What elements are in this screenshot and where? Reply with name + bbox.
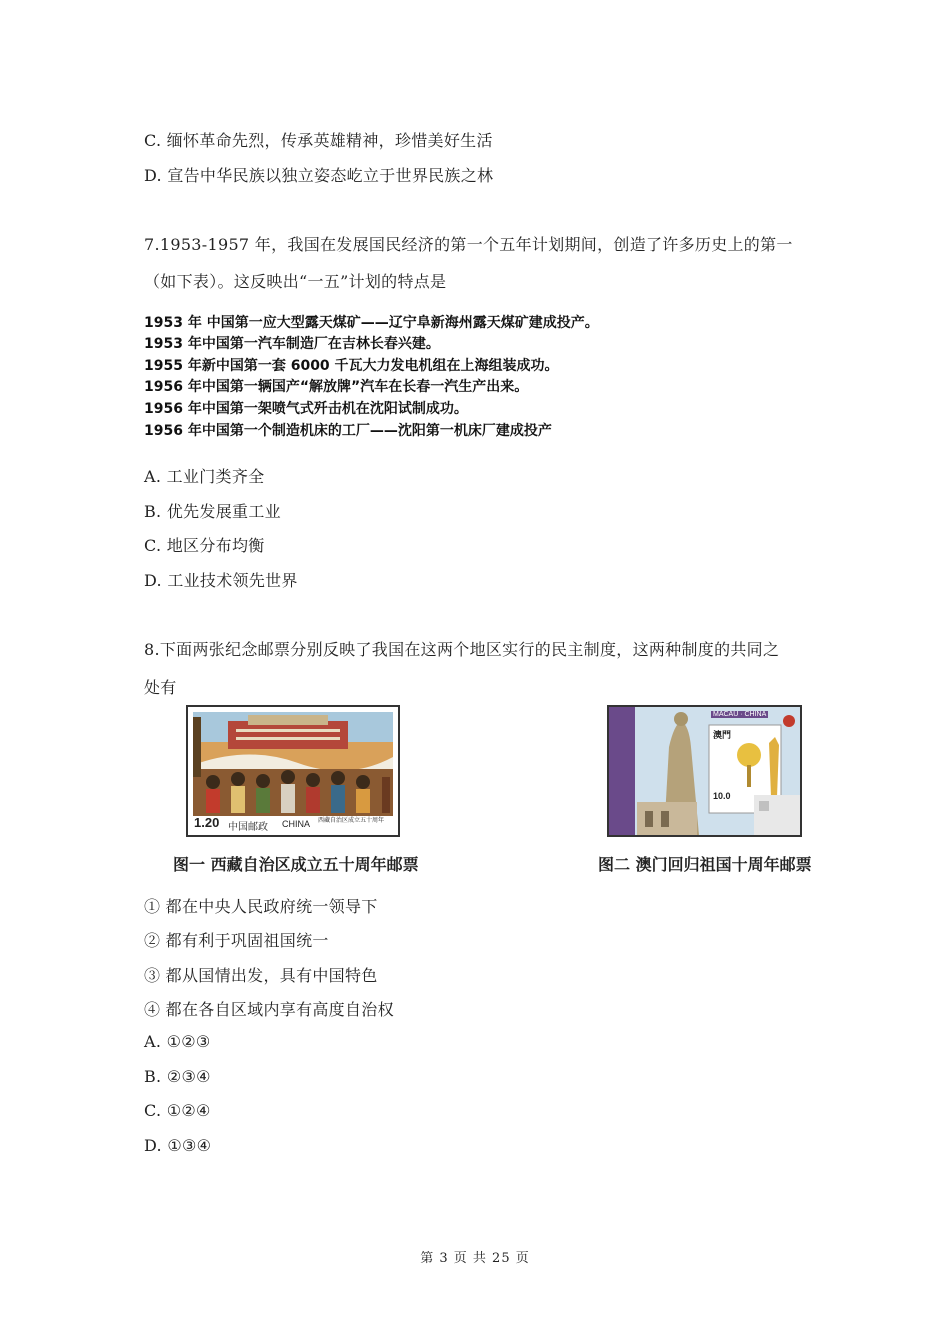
q7-stem-line1: 7.1953-1957 年，我国在发展国民经济的第一个五年计划期间，创造了许多历史上的第一 <box>144 235 793 254</box>
q7-table-row: 1956 年中国第一辆国产“解放牌”汽车在长春一汽生产出来。 <box>144 379 529 395</box>
q7-table-row: 1953 年 中国第一应大型露天煤矿——辽宁阜新海州露天煤矿建成投产。 <box>144 315 599 331</box>
caption-figure-2: 图二 澳门回归祖国十周年邮票 <box>598 855 812 874</box>
stamp-tibet-title: 西藏自治区成立五十周年 <box>318 817 385 824</box>
stamp-macau <box>607 705 802 837</box>
q8-statement-4: ④ 都在各自区域内享有高度自治权 <box>144 1000 394 1019</box>
q7-option-d: D. 工业技术领先世界 <box>144 571 298 590</box>
q7-table-row: 1956 年中国第一架喷气式歼击机在沈阳试制成功。 <box>144 401 468 417</box>
q8-stem-line2: 处有 <box>144 678 177 697</box>
stamp-macau-value: 10.0 <box>713 791 731 801</box>
q7-table-row: 1953 年中国第一汽车制造厂在吉林长春兴建。 <box>144 336 440 352</box>
q6-option-d: D. 宣告中华民族以独立姿态屹立于世界民族之林 <box>144 166 494 185</box>
q7-option-c: C. 地区分布均衡 <box>144 536 265 555</box>
page-footer: 第 3 页 共 25 页 <box>420 1251 530 1266</box>
stamp-macau-header: MACAU · CHINA <box>713 711 767 718</box>
q7-stem-line2: （如下表）。这反映出“一五”计划的特点是 <box>144 272 447 291</box>
q8-statement-1: ① 都在中央人民政府统一领导下 <box>144 897 378 916</box>
stamp-macau-name: 澳門 <box>713 731 732 741</box>
caption-figure-1: 图一 西藏自治区成立五十周年邮票 <box>173 855 419 874</box>
stamp-tibet <box>186 705 400 837</box>
stamp-tibet-post: 中国邮政 <box>228 822 268 833</box>
q7-option-b: B. 优先发展重工业 <box>144 502 281 521</box>
q7-table-row: 1955 年新中国第一套 6000 千瓦大力发电机组在上海组装成功。 <box>144 358 559 374</box>
stamp-tibet-country: CHINA <box>282 819 311 829</box>
q8-option-a: A. ①②③ <box>144 1032 211 1051</box>
q8-statement-2: ② 都有利于巩固祖国统一 <box>144 931 329 950</box>
stamp-tibet-value: 1.20 <box>194 815 220 830</box>
q8-option-c: C. ①②④ <box>144 1101 211 1120</box>
q7-option-a: A. 工业门类齐全 <box>144 467 265 486</box>
stamp-macau-image <box>609 707 800 835</box>
q8-stem-line1: 8.下面两张纪念邮票分别反映了我国在这两个地区实行的民主制度，这两种制度的共同之 <box>144 640 780 659</box>
q8-statement-3: ③ 都从国情出发，具有中国特色 <box>144 966 378 985</box>
q7-table-row: 1956 年中国第一个制造机床的工厂——沈阳第一机床厂建成投产 <box>144 423 552 439</box>
q6-option-c: C. 缅怀革命先烈，传承英雄精神，珍惜美好生活 <box>144 131 493 150</box>
q8-option-d: D. ①③④ <box>144 1136 212 1155</box>
q8-option-b: B. ②③④ <box>144 1067 211 1086</box>
